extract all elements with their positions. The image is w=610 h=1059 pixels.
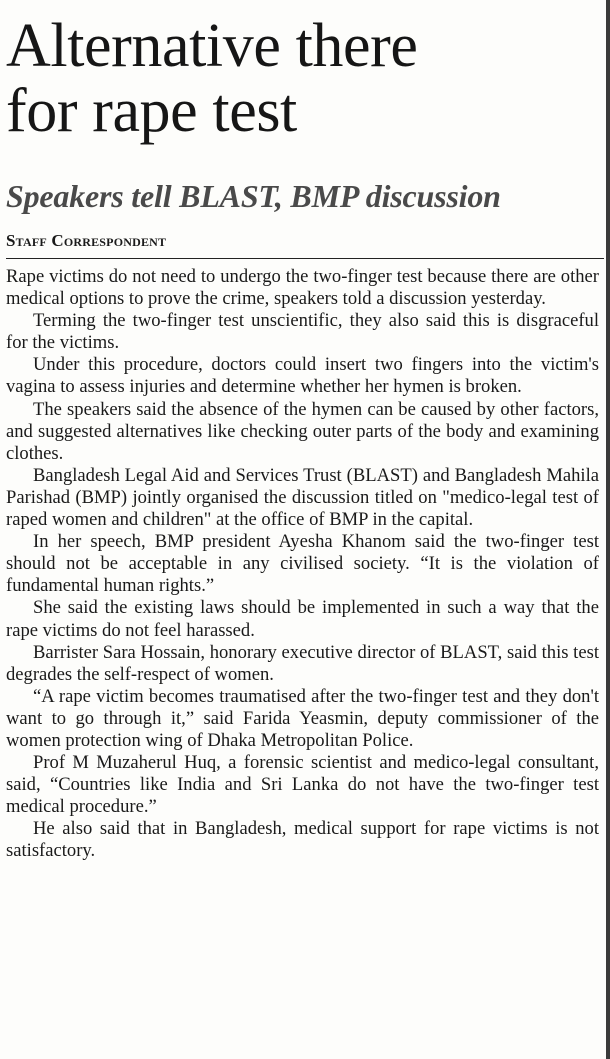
paragraph: Rape victims do not need to undergo the two-finger test because there are other medical options to prove the crime, speakers told a discussion yesterday. <box>6 266 599 310</box>
article-body <box>6 266 599 863</box>
paragraph: She said the existing laws should be implemented in such a way that the rape victims do not feel harassed. <box>6 597 599 641</box>
clipping-edge <box>606 0 610 1059</box>
byline-divider <box>6 258 604 259</box>
paragraph: He also said that in Bangladesh, medical support for rape victims is not satisfactory. <box>6 818 599 862</box>
subheadline: Speakers tell BLAST, BMP discussion <box>6 178 501 214</box>
paragraph: Barrister Sara Hossain, honorary executive director of BLAST, said this test degrades the self-respect of women. <box>6 641 599 685</box>
paragraph: Bangladesh Legal Aid and Services Trust (BLAST) and Bangladesh Mahila Parishad (BMP) jointly organised the discussion titled on "medico-legal test of raped women and children" at the office of BMP in the capital. <box>6 464 599 531</box>
paragraph: Under this procedure, doctors could insert two fingers into the victim's vagina to assess injuries and determine whether her hymen is broken. <box>6 354 599 398</box>
paragraph: The speakers said the absence of the hymen can be caused by other factors, and suggested alternatives like checking outer parts of the body and examining clothes. <box>6 398 599 464</box>
byline: Staff Correspondent <box>6 231 167 250</box>
headline <box>6 14 604 144</box>
headline-line-2: for rape test <box>6 77 297 145</box>
paragraph: Prof M Muzaherul Huq, a forensic scientist and medico-legal consultant, said, “Countries like India and Sri Lanka do not have the two-finger test medical procedure.” <box>6 752 599 818</box>
paragraph: Terming the two-finger test unscientific, they also said this is disgraceful for the victims. <box>6 310 599 354</box>
paragraph: In her speech, BMP president Ayesha Khanom said the two-finger test should not be acceptable in any civilised society. “It is the violation of fundamental human rights.” <box>6 531 599 597</box>
paragraph: “A rape victim becomes traumatised after the two-finger test and they don't want to go through it,” said Farida Yeasmin, deputy commissioner of the women protection wing of Dhaka Metropolitan Police. <box>6 685 599 751</box>
headline-line-1: Alternative there <box>6 12 418 80</box>
